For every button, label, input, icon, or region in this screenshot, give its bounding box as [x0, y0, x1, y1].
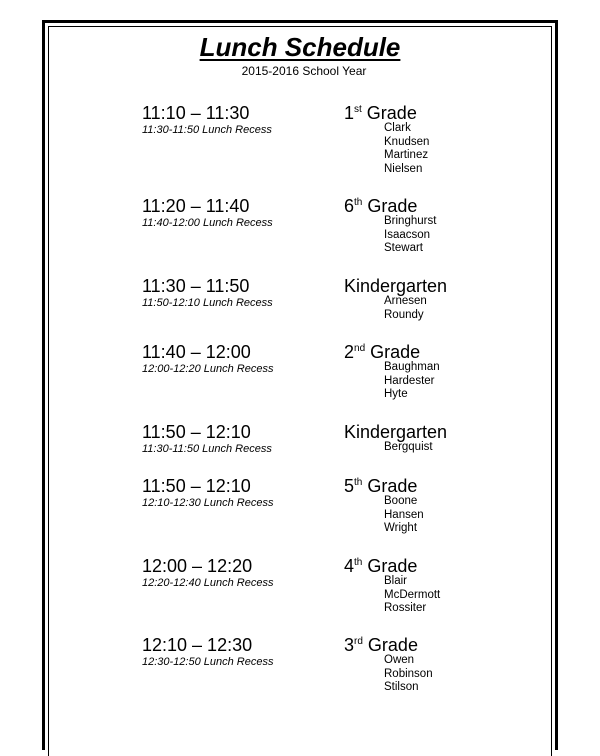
grade-word: Grade [362, 196, 418, 216]
grade-word: Grade [362, 556, 418, 576]
student-name: Hardester [384, 374, 435, 387]
grade-main: Kindergarten [344, 276, 448, 296]
grade-main: 6 [344, 196, 355, 216]
student-name: McDermott [384, 588, 441, 601]
student-name: Boone [384, 495, 418, 507]
lunch-time: 12:10 – 12:30 [142, 635, 253, 655]
lunch-time: 11:20 – 11:40 [142, 196, 250, 216]
recess-time: 12:00-12:20 Lunch Recess [142, 363, 274, 375]
student-name: Rossiter [384, 602, 427, 614]
recess-time: 11:30-11:50 Lunch Recess [142, 124, 272, 136]
grade-main: Kindergarten [344, 422, 448, 442]
student-list [384, 122, 429, 176]
student-name: Blair [384, 575, 408, 587]
student-name: Martinez [384, 149, 429, 161]
student-name: Robinson [384, 667, 433, 680]
student-name: Roundy [384, 308, 424, 321]
grade-main: 1 [344, 103, 355, 123]
grade-ordinal-suffix: st [354, 104, 362, 115]
school-year-subtitle: 2015-2016 School Year [241, 64, 367, 78]
lunch-time: 11:30 – 11:50 [142, 276, 250, 296]
student-name: Nielsen [384, 162, 423, 175]
grade-ordinal-suffix: nd [354, 343, 366, 354]
student-list [384, 654, 433, 695]
student-name: Bergquist [384, 441, 433, 453]
student-name: Baughman [384, 361, 440, 373]
grade-label [344, 475, 417, 497]
student-list [384, 215, 436, 256]
lunch-time: 11:50 – 12:10 [142, 476, 251, 496]
student-name: Hyte [384, 388, 408, 400]
student-list [384, 361, 440, 402]
grade-label [344, 634, 418, 656]
student-name: Clark [384, 122, 411, 134]
student-list [384, 441, 433, 455]
grade-ordinal-suffix: th [354, 557, 363, 568]
grade-label [344, 195, 417, 217]
recess-time: 11:40-12:00 Lunch Recess [142, 217, 273, 229]
grade-word: Grade [362, 476, 418, 496]
grade-main: 3 [344, 635, 355, 655]
recess-time: 12:10-12:30 Lunch Recess [142, 497, 274, 509]
grade-ordinal-suffix: th [354, 197, 363, 208]
grade-label [344, 555, 417, 577]
grade-main: 2 [344, 342, 355, 362]
grade-ordinal-suffix: th [354, 477, 363, 488]
recess-time: 12:20-12:40 Lunch Recess [142, 577, 274, 589]
student-name: Arnesen [384, 295, 427, 307]
recess-time: 11:30-11:50 Lunch Recess [142, 443, 272, 455]
grade-word: Grade [365, 342, 421, 362]
lunch-time: 11:10 – 11:30 [142, 103, 250, 123]
page-title: Lunch Schedule [199, 32, 401, 62]
lunch-time: 12:00 – 12:20 [142, 556, 253, 576]
student-name: Owen [384, 654, 415, 666]
grade-main: 5 [344, 476, 355, 496]
grade-word: Grade [361, 103, 417, 123]
lunch-time: 11:40 – 12:00 [142, 342, 251, 362]
recess-time: 11:50-12:10 Lunch Recess [142, 297, 273, 309]
grade-ordinal-suffix: rd [354, 636, 363, 647]
student-list [384, 495, 424, 536]
recess-time: 12:30-12:50 Lunch Recess [142, 656, 274, 668]
grade-label [344, 341, 420, 363]
lunch-time: 11:50 – 12:10 [142, 422, 251, 442]
student-list [384, 575, 440, 616]
grade-word: Grade [362, 635, 418, 655]
grade-label [344, 421, 447, 443]
student-name: Wright [384, 522, 418, 534]
grade-main: 4 [344, 556, 355, 576]
student-name: Stilson [384, 681, 419, 693]
student-name: Knudsen [384, 135, 430, 148]
student-name: Isaacson [384, 228, 431, 241]
student-list [384, 295, 427, 322]
student-name: Bringhurst [384, 215, 437, 227]
grade-label [344, 275, 447, 297]
student-name: Hansen [384, 508, 424, 521]
grade-label [344, 102, 417, 124]
student-name: Stewart [384, 242, 423, 254]
